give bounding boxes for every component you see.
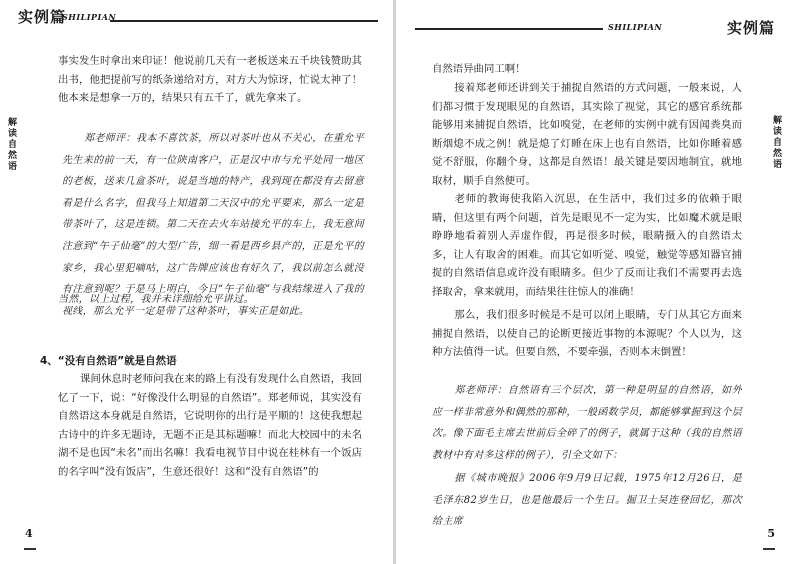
left-quote-1: 郑老师评：我本不喜饮茶，所以对茶叶也从不关心，在重允平先生来的前一天，有一位陕南客户，正是汉中市与允平处同一地区的老板，送来几盒茶叶，说是当地的特产，我到现在都没有去留意看是什么名字，但我马上知道第二天汉中的允平要来，那么一定是带茶叶了，这是连锁。第二天在去火车站接允平的车上，我无意间注意到“午子仙毫”的大型广告，细一看是西乡县产的，正是允平的家乡，我心里犯嘀咕，这广告牌应该也有好久了，我以前怎么就没有注意到呢？于是马上明白，今日“午子仙毫”与我结缘进入了我的视线，那么允平一定是带了这种茶叶，事实正是如此。: [62, 133, 364, 317]
header-roman: SHILIPIAN: [62, 12, 117, 22]
section-heading: 4、“没有自然语”就是自然语: [40, 355, 177, 367]
left-para-1: 事实发生时拿出来印证！他说前几天有一老板送来五千块钱赞助其出书，他把提前写的纸条递给对方，对方大为惊讶，忙说太神了！他本来是想拿一万的，结果只有五千了，就先拿来了。: [58, 55, 362, 105]
book-spine: [393, 0, 396, 564]
header-roman: SHILIPIAN: [608, 22, 663, 32]
right-para-3: 老师的教诲使我陷入沉思，在生活中，我们过多的依赖于眼睛，但这里有两个问题，首先是眼见不一定为实，比如魔术就是眼睁睁地看着别人弄虚作假，再是很多时候，眼睛摄入的自然语太多，让人有取舍的困难。而其它如听觉、嗅觉，触觉等感知器官捕捉的自然语信息或许没有眼睛多。但少了反而让我们不需要再去选择取舍，拿来就用，而结果往往惊人的准确！: [432, 193, 742, 298]
left-running-header: [18, 6, 378, 32]
left-quote-1-tail: 当然，以上过程，我并未详细给允平讲过。: [58, 294, 254, 305]
left-para-2: 课间休息时老师问我在来的路上有没有发现什么自然语，我回忆了一下，说：“好像没什么明显的自然语”。郑老师说，其实没有自然语这本身就是自然语，它说明你的出行是平顺的！这使我想起古诗中的许多无题诗，无题不正是其标题嘛！而北大校园中的未名湖不是也因“未名”而出名嘛！我看电视节目中说在桂林有一个饭店的名字叫“没有饭店”，生意还很好！这和“没有自然语”的: [58, 373, 362, 478]
side-tab-left: 解读自然语: [7, 118, 17, 172]
right-para-1: 自然语异曲同工啊！: [432, 63, 526, 75]
left-page: [0, 0, 394, 564]
footer-mark-left: [24, 548, 36, 550]
right-quote-1: 郑老师评：自然语有三个层次，第一种是明显的自然语，如外应一样非常意外和偶然的那种，一般函数学员，都能够掌握到这个层次。像下面毛主席去世前后全碎了的例子，就属于这种（我的自然语教材中有对多这样的例子），引全文如下：: [432, 385, 742, 461]
header-brand: 实例篇: [18, 8, 67, 26]
header-rule: [415, 28, 603, 30]
right-running-header: [415, 6, 775, 37]
right-para-4: 那么，我们很多时候是不是可以闭上眼睛，专门从其它方面来捕捉自然语，以使自己的论断更接近事物的本源呢？个人以为，这种方法值得一试。但要自然，不要牵强，否则本末倒置！: [432, 309, 742, 359]
header-brand: 实例篇: [726, 19, 775, 37]
footer-mark-right: [763, 548, 775, 550]
right-para-2: 接着郑老师还讲到关于捕捉自然语的方式问题，一般来说，人们都习惯于发现眼见的自然语，其实除了视觉，其它的感官系统都能够用来捕捉自然语，比如嗅觉，在老师的实例中就有因闻粪臭而断烟熄不成之例！就是熄了灯睡在床上也有自然语，比如你睡着感觉不舒服，你翻个身，这都是自然语！最关键是要因地制宜，就地取材，顺手自然便可。: [432, 82, 742, 187]
header-rule: [110, 20, 378, 22]
page-number-left: 4: [25, 527, 33, 540]
right-page: [398, 0, 793, 564]
side-tab-right: 解读自然语: [772, 116, 782, 170]
page-number-right: 5: [767, 527, 775, 540]
right-quote-2: 据《城市晚报》2006年9月9日记载，1975年12月26日，是毛泽东82岁生日，也是他最后一个生日。掘卫士吴连登回忆，那次给主席: [432, 473, 742, 528]
